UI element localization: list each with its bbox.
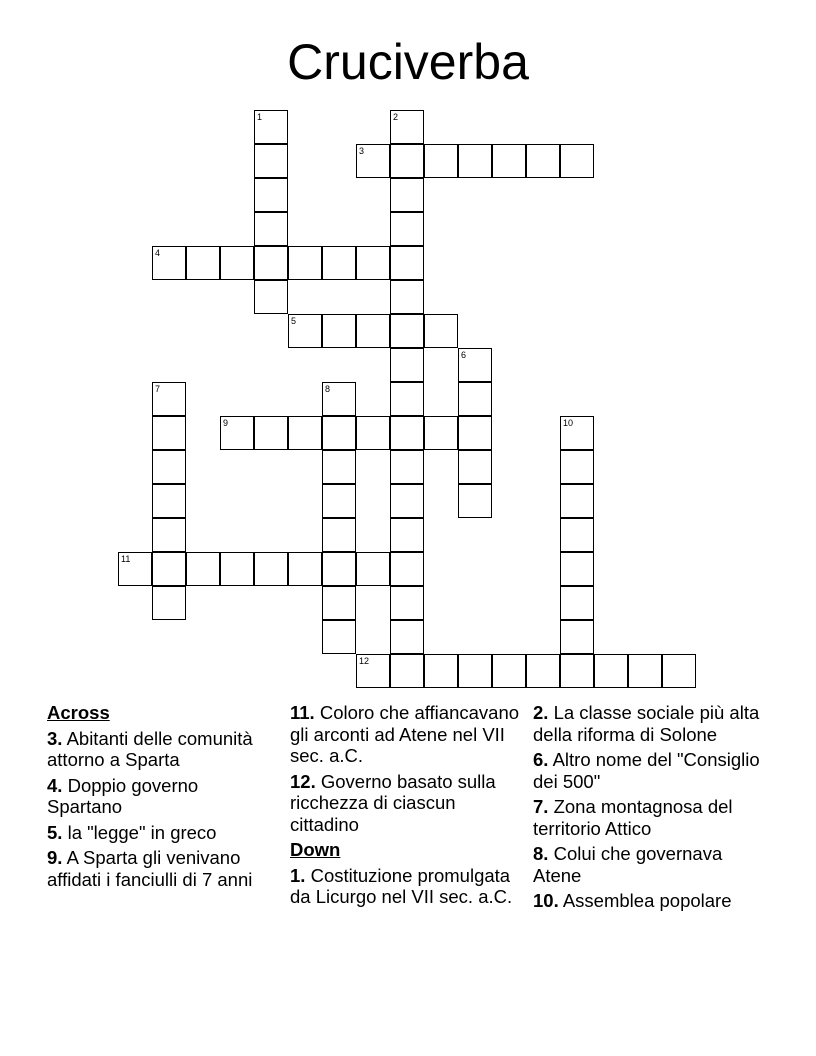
crossword-cell[interactable] [390, 280, 424, 314]
crossword-cell[interactable] [322, 484, 356, 518]
crossword-cell[interactable] [254, 552, 288, 586]
clue-column-2 [290, 702, 522, 912]
clue-text: A Sparta gli venivano affidati i fanciulli di 7 anni [47, 847, 253, 890]
page-title: Cruciverba [287, 34, 529, 90]
crossword-cell[interactable] [390, 314, 424, 348]
crossword-cell[interactable] [390, 484, 424, 518]
clue-text: La classe sociale più alta della riforma di Solone [533, 702, 760, 745]
clue-number: 6. [533, 749, 549, 770]
clue-column-1 [47, 702, 277, 894]
crossword-cell[interactable] [220, 246, 254, 280]
cell-number: 12 [359, 656, 370, 666]
clue-number: 5. [47, 821, 63, 843]
cell-number: 10 [563, 418, 574, 428]
crossword-cell[interactable] [390, 144, 424, 178]
crossword-cell[interactable] [560, 144, 594, 178]
crossword-cell[interactable] [390, 348, 424, 382]
clue-down-7 [533, 796, 769, 839]
crossword-cell[interactable] [152, 246, 186, 280]
cell-number: 4 [155, 248, 161, 258]
crossword-cell[interactable] [288, 552, 322, 586]
crossword-cell[interactable] [390, 416, 424, 450]
cell-number: 11 [121, 554, 131, 564]
crossword-cell[interactable] [152, 484, 186, 518]
crossword-cell[interactable] [390, 654, 424, 688]
crossword-cell[interactable] [356, 314, 390, 348]
crossword-cell[interactable] [254, 416, 288, 450]
crossword-cell[interactable] [322, 518, 356, 552]
crossword-cell[interactable] [458, 450, 492, 484]
crossword-cell[interactable] [560, 484, 594, 518]
crossword-cell[interactable] [322, 620, 356, 654]
clue-across-3 [47, 728, 277, 771]
cell-number: 5 [291, 316, 297, 326]
crossword-cell[interactable] [390, 450, 424, 484]
clue-across-11 [290, 702, 522, 767]
clue-text: Coloro che affiancavano gli arconti ad Atene nel VII sec. a.C. [290, 702, 520, 766]
crossword-cell[interactable] [152, 518, 186, 552]
crossword-cell[interactable] [560, 552, 594, 586]
clue-number: 10. [533, 890, 559, 911]
crossword-cell[interactable] [458, 348, 492, 382]
crossword-cell[interactable] [458, 416, 492, 450]
crossword-cell[interactable] [424, 314, 458, 348]
crossword-cell[interactable] [322, 586, 356, 620]
clue-across-12 [290, 771, 522, 836]
crossword-cell[interactable] [322, 246, 356, 280]
crossword-cell[interactable] [288, 246, 322, 280]
crossword-cell[interactable] [322, 382, 356, 416]
clue-down-1 [290, 865, 522, 908]
crossword-cell[interactable] [390, 382, 424, 416]
clue-number: 7. [533, 796, 549, 817]
clue-down-10 [533, 890, 769, 912]
crossword-cell[interactable] [390, 518, 424, 552]
crossword-cell[interactable] [458, 382, 492, 416]
crossword-cell[interactable] [560, 450, 594, 484]
clue-column-3 [533, 702, 769, 916]
crossword-cell[interactable] [356, 416, 390, 450]
crossword-cell[interactable] [254, 144, 288, 178]
crossword-cell[interactable] [152, 552, 186, 586]
clue-down-2 [533, 702, 769, 745]
crossword-cell[interactable] [322, 314, 356, 348]
crossword-cell[interactable] [152, 416, 186, 450]
crossword-cell[interactable] [560, 654, 594, 688]
crossword-cell[interactable] [152, 382, 186, 416]
clue-number: 2. [533, 702, 549, 723]
clue-text: Colui che governava Atene [533, 843, 723, 886]
crossword-cell[interactable] [424, 144, 458, 178]
crossword-cell[interactable] [220, 416, 254, 450]
crossword-cell[interactable] [560, 416, 594, 450]
cell-number: 1 [257, 112, 263, 122]
crossword-cell[interactable] [152, 450, 186, 484]
crossword-cell[interactable] [356, 654, 390, 688]
crossword-cell[interactable] [390, 212, 424, 246]
cell-number: 6 [461, 350, 467, 360]
crossword-cell[interactable] [254, 212, 288, 246]
clue-number: 3. [47, 727, 63, 749]
crossword-cell[interactable] [560, 586, 594, 620]
crossword-cell[interactable] [356, 552, 390, 586]
clue-text: Altro nome del "Consiglio dei 500" [533, 749, 760, 792]
crossword-cell[interactable] [390, 620, 424, 654]
clue-text: Costituzione promulgata da Licurgo nel VII sec. a.C. [290, 864, 513, 907]
cell-number: 3 [359, 146, 365, 156]
clue-number: 9. [47, 847, 63, 868]
clue-text: la "legge" in greco [67, 821, 217, 843]
crossword-cell[interactable] [322, 416, 356, 450]
crossword-cell[interactable] [356, 246, 390, 280]
clue-text: Assemblea popolare [562, 890, 732, 911]
down-header: Down [290, 839, 341, 860]
cell-number: 7 [155, 384, 161, 394]
crossword-cell[interactable] [628, 654, 662, 688]
crossword-cell[interactable] [458, 484, 492, 518]
crossword-cell[interactable] [152, 586, 186, 620]
crossword-cell[interactable] [492, 144, 526, 178]
crossword-cell[interactable] [254, 110, 288, 144]
crossword-cell[interactable] [424, 654, 458, 688]
cell-number: 9 [223, 418, 229, 428]
crossword-cell[interactable] [390, 110, 424, 144]
crossword-cell[interactable] [254, 178, 288, 212]
crossword-cell[interactable] [390, 178, 424, 212]
crossword-cell[interactable] [254, 280, 288, 314]
crossword-cell[interactable] [288, 314, 322, 348]
crossword-cell[interactable] [322, 450, 356, 484]
clue-text: Zona montagnosa del territorio Attico [533, 796, 733, 839]
crossword-cell[interactable] [458, 654, 492, 688]
crossword-cell[interactable] [186, 246, 220, 280]
cell-number: 8 [325, 384, 331, 394]
clue-text: Doppio governo Spartano [47, 774, 199, 817]
crossword-cell[interactable] [526, 144, 560, 178]
across-header: Across [47, 702, 110, 723]
clue-across-9 [47, 847, 277, 890]
cell-number: 2 [393, 112, 399, 122]
crossword-cell[interactable] [526, 654, 560, 688]
crossword-cell[interactable] [186, 552, 220, 586]
clue-number: 8. [533, 843, 549, 864]
crossword-cell[interactable] [560, 518, 594, 552]
crossword-cell[interactable] [458, 144, 492, 178]
crossword-cell[interactable] [492, 654, 526, 688]
crossword-cell[interactable] [288, 416, 322, 450]
clue-down-8 [533, 843, 769, 886]
crossword-cell[interactable] [424, 416, 458, 450]
crossword-cell[interactable] [356, 144, 390, 178]
clue-text: Abitanti delle comunità attorno a Sparta [47, 727, 253, 770]
crossword-cell[interactable] [390, 246, 424, 280]
crossword-cell[interactable] [662, 654, 696, 688]
crossword-cell[interactable] [390, 552, 424, 586]
clue-across-5 [47, 822, 277, 844]
crossword-cell[interactable] [560, 620, 594, 654]
clue-number: 4. [47, 774, 63, 796]
crossword-cell[interactable] [594, 654, 628, 688]
crossword-cell[interactable] [254, 246, 288, 280]
clue-number: 12. [290, 770, 316, 792]
clue-down-6 [533, 749, 769, 792]
clue-number: 1. [290, 864, 306, 886]
clue-number: 11. [290, 702, 315, 723]
clue-across-4 [47, 775, 277, 818]
clue-text: Governo basato sulla ricchezza di ciascun cittadino [290, 770, 496, 835]
crossword-cell[interactable] [118, 552, 152, 586]
crossword-cell[interactable] [322, 552, 356, 586]
crossword-cell[interactable] [220, 552, 254, 586]
crossword-cell[interactable] [390, 586, 424, 620]
